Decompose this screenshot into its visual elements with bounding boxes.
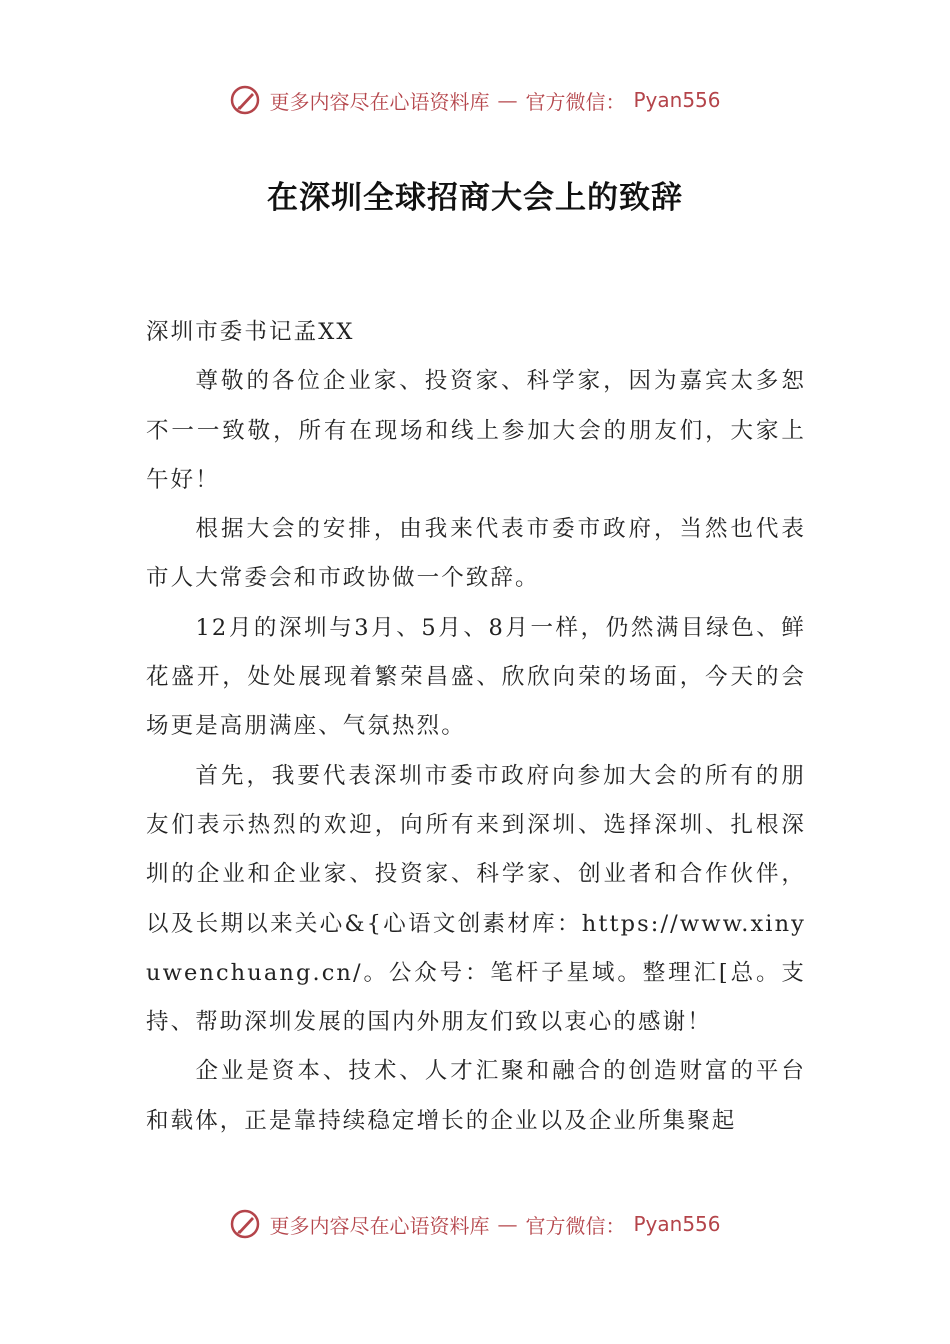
paragraph: 企业是资本、技术、人才汇聚和融合的创造财富的平台和载体，正是靠持续稳定增长的企业以及企业所集聚起: [146, 1058, 806, 1134]
paragraph: 尊敬的各位企业家、投资家、科学家，因为嘉宾太多恕不一一致敬，所有在现场和线上参加大会的朋友们，大家上午好！: [146, 368, 806, 493]
author-line: 深圳市委书记孟XX: [146, 319, 355, 345]
footer-wechat-label: 官方微信：: [525, 1213, 626, 1238]
pen-logo-icon: [229, 84, 261, 116]
header-dash: —: [497, 88, 518, 112]
document-body: [146, 308, 806, 1146]
footer-wechat-id: Pyan556: [633, 1212, 721, 1236]
header-wechat-id: Pyan556: [633, 88, 721, 112]
paragraph: 12月的深圳与3月、5月、8月一样，仍然满目绿色、鲜花盛开，处处展现着繁荣昌盛、欣欣向荣的场面，今天的会场更是高朋满座、气氛热烈。: [146, 614, 806, 740]
header-wechat-label: 官方微信：: [525, 89, 626, 114]
paragraph: 首先，我要代表深圳市委市政府向参加大会的所有的朋友们表示热烈的欢迎，向所有来到深圳、选择深圳、扎根深圳的企业和企业家、投资家、科学家、创业者和合作伙伴，以及长期以来关心&{心语文创素材库：https://www.xinyuwenchuang.cn/。公众号：笔杆子星域。整理汇[总。支持、帮助深圳发展的国内外朋友们致以衷心的感谢！: [146, 762, 806, 1036]
footer-dash: —: [497, 1212, 518, 1236]
header-watermark: [0, 84, 950, 116]
pen-logo-icon: [229, 1208, 261, 1240]
paragraph: 根据大会的安排，由我来代表市委市政府，当然也代表市人大常委会和市政协做一个致辞。: [146, 516, 806, 592]
footer-site-text: 更多内容尽在心语资料库: [269, 1213, 490, 1238]
header-site-text: 更多内容尽在心语资料库: [269, 89, 490, 114]
document-title: 在深圳全球招商大会上的致辞: [267, 180, 683, 216]
footer-watermark: [0, 1208, 950, 1240]
